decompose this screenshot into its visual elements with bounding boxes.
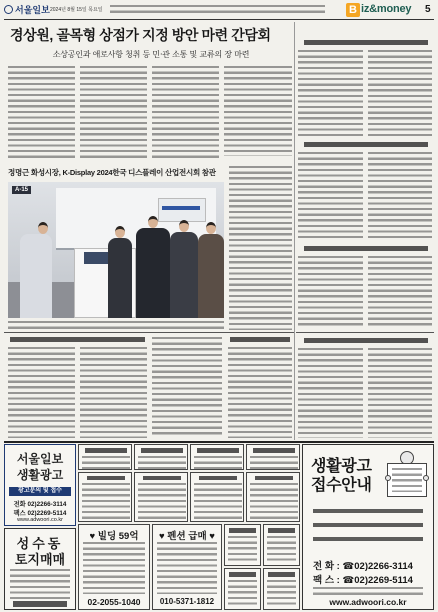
main-headline: 경상원, 골목형 상점가 지정 방안 마련 간담회 [10,27,271,43]
article-body-text [368,152,432,240]
article-body-text [368,348,432,438]
photo-person-body [136,228,170,318]
classified-ad [78,472,132,522]
ad-box-title: 생활광고 [16,468,64,482]
article-body-text [298,50,363,136]
article-body-text [152,337,222,438]
classified-ad [224,524,261,566]
article-body-text [368,256,432,328]
photo-person-body [108,238,132,318]
classified-ad-text [10,569,70,599]
classified-ad-heading [229,528,256,533]
photo-person-head [38,222,48,234]
newspaper-reader-illustration [385,451,429,501]
classified-ad-heading [229,572,256,577]
building-ad-phone: 02-2055-1040 [87,597,141,607]
article-body-text [298,348,363,438]
building-ad-title: ♥ 빌딩 59억 [89,531,139,542]
classified-ad-text [250,456,298,469]
classified-ad-text [82,456,130,469]
photo-article-headline: 정명근 화성시장, K-Display 2024한국 디스플레이 산업전시회 참관 [8,168,216,177]
photo-person-body [170,232,198,318]
ad-info-phone: 전 화 : ☎02)2266-3114 [313,561,413,572]
classified-ad-heading [85,448,127,453]
building-sale-ad [78,524,150,610]
classified-ad-text [228,580,257,608]
classified-ad-text [194,483,242,520]
ad-box-title: 서울일보 [16,452,64,466]
article-body-text [8,347,75,438]
photo-person-head [115,226,125,238]
classified-ad [246,472,300,522]
article-body-text [80,66,147,160]
article-body-text [228,347,292,438]
ad-category-list [313,509,423,551]
news-brief-headline [304,338,428,343]
article-body-text [229,166,292,330]
circle-logo-icon [4,5,13,14]
pension-sale-ad [152,524,222,610]
issue-date: 2024년 8월 15일 목요일 [50,7,103,13]
classified-ad-heading [268,528,295,533]
section-rule [296,332,434,333]
photo-booth-stripe [162,206,200,210]
classified-ad [246,444,300,470]
news-brief-headline [304,40,428,45]
exhibition-photo [8,182,224,318]
section-logo-name: iz&money [361,3,412,15]
land-ad-title: 토지매매 [14,552,66,567]
news-brief-headline [304,246,428,251]
classified-ad [263,568,300,610]
pension-ad-phone: 010-5371-1812 [159,597,215,606]
article-body-text [224,66,292,156]
ad-info-address [313,587,423,595]
photo-person-body [198,234,224,318]
classified-ad-text [194,456,242,469]
section-logo-initial: B [346,3,360,17]
classified-ad-text [83,542,145,594]
ad-contact-label: 광고문의 및 접수 [9,487,71,496]
photo-booth-panel [158,198,206,222]
article-body-text [8,66,75,160]
ad-submission-info [302,444,434,610]
classified-ad-heading [141,448,183,453]
classified-ad-text [267,536,296,564]
classified-ad [134,444,188,470]
photo-person-head [206,222,216,234]
page-number: 5 [425,4,431,15]
photo-booth-sign: A-15 [12,186,31,194]
classified-ad-text [250,483,298,520]
land-ad-title: 성수동 [16,536,64,551]
newspaper-icon [387,463,427,497]
ad-info-website: www.adwoori.co.kr [329,597,407,607]
classified-ad-text [82,483,130,520]
land-ad-phone [13,601,67,607]
classified-ad-heading [253,448,295,453]
photo-person-body [20,234,52,318]
news-brief-headline [304,142,428,147]
ad-info-title: 생활광고 [311,458,372,475]
masthead: 서울일보 [15,5,50,15]
pension-ad-title: ♥ 펜션 급매 ♥ [159,531,215,542]
ad-phone: 전화 02)2266-3114 [13,501,67,508]
classified-ad [78,444,132,470]
classified-ad-heading [87,476,125,480]
reader-hand [423,475,429,481]
reader-hand [385,475,391,481]
section-rule [4,332,294,333]
photo-caption-text [8,321,224,330]
classified-ad-text [138,483,186,520]
ad-section-rule [4,441,434,443]
ad-info-box [4,444,76,526]
news-brief-headline [230,337,290,342]
land-sale-ad [4,528,76,610]
classified-ad-text [267,580,296,608]
classified-ad-text [157,542,217,594]
photo-person-head [179,220,189,232]
article-body-text [298,256,363,328]
classified-ad-heading [197,448,239,453]
ad-fax: 팩스 02)2269-5114 [13,510,67,517]
classified-ad [224,568,261,610]
classified-ad-heading [268,572,295,577]
main-subheadline: 소상공인과 애로사항 청취 등 민·관 소통 및 교류의 장 마련 [52,50,250,59]
classified-ad-text [228,536,257,564]
article-body-text [368,50,432,136]
classified-ad [190,444,244,470]
classified-ad-heading [255,476,293,480]
header-info-text [110,5,325,14]
classified-ad [134,472,188,522]
classified-ad-heading [143,476,181,480]
photo-person-head [148,216,158,228]
article-body-text [80,347,147,438]
classified-ad [263,524,300,566]
classified-ad [190,472,244,522]
newspaper-lines [392,468,422,492]
article-body-text [152,66,219,160]
column-divider [294,22,295,440]
ad-website: www.adwoori.co.kr [17,517,63,523]
classified-ad-text [138,456,186,469]
header-rule [4,19,434,20]
news-brief-headline [10,337,145,342]
ad-info-title: 접수안내 [311,477,372,494]
ad-info-fax: 팩 스 : ☎02)2269-5114 [313,575,413,586]
article-body-text [298,152,363,240]
classified-ad-heading [199,476,237,480]
